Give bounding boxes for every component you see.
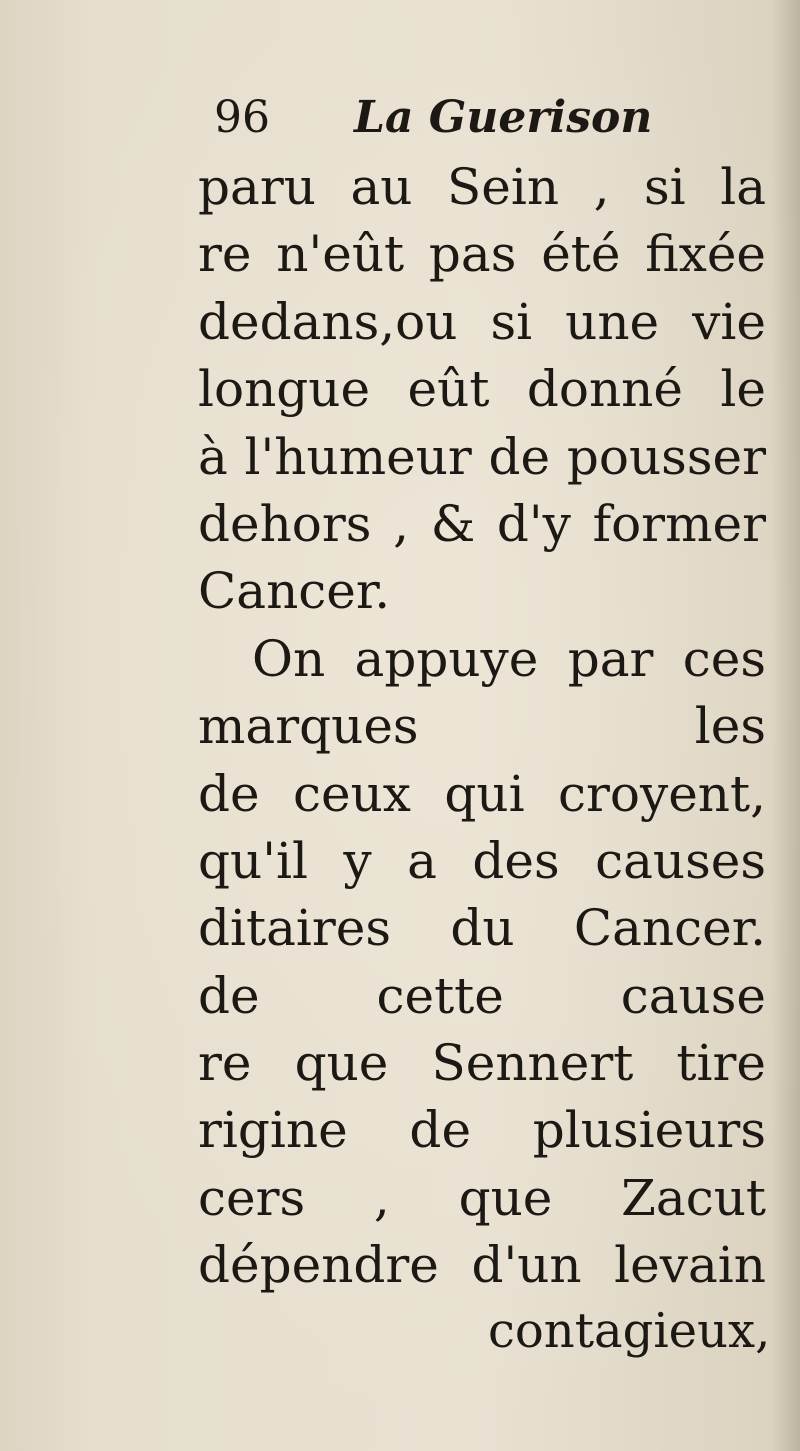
text-line: re n'eût pas été fixée <box>198 225 766 284</box>
text-line: marques les <box>198 697 766 756</box>
text-line: Cancer. <box>198 562 391 621</box>
text-line: de ceux qui croyent, <box>198 764 766 823</box>
text-line: longue eût donné le <box>198 360 766 419</box>
paragraph-start-line: On appuye par ces <box>252 629 766 688</box>
text-line: dedans,ou si une vie <box>198 292 766 351</box>
text-line: dehors , & d'y former <box>198 494 766 553</box>
text-line: dépendre d'un levain <box>198 1236 766 1295</box>
text-line: ditaires du Cancer. <box>198 899 766 958</box>
running-head <box>214 88 652 148</box>
catchword: contagieux, <box>488 1303 771 1359</box>
text-line: rigine de plusieurs <box>198 1101 766 1160</box>
running-title: La Guerison <box>354 92 653 143</box>
text-line: de cette cause <box>198 966 766 1025</box>
text-line: cers , que Zacut <box>198 1168 766 1227</box>
page-number: 96 <box>214 92 270 143</box>
text-line: à l'humeur de pousser <box>198 427 766 486</box>
text-line: re que Sennert tire <box>198 1034 766 1093</box>
page-edge-shadow <box>772 0 800 1451</box>
text-line: paru au Sein , si la <box>198 158 766 216</box>
text-line: qu'il y a des causes <box>198 831 766 890</box>
body-text <box>198 154 766 1300</box>
